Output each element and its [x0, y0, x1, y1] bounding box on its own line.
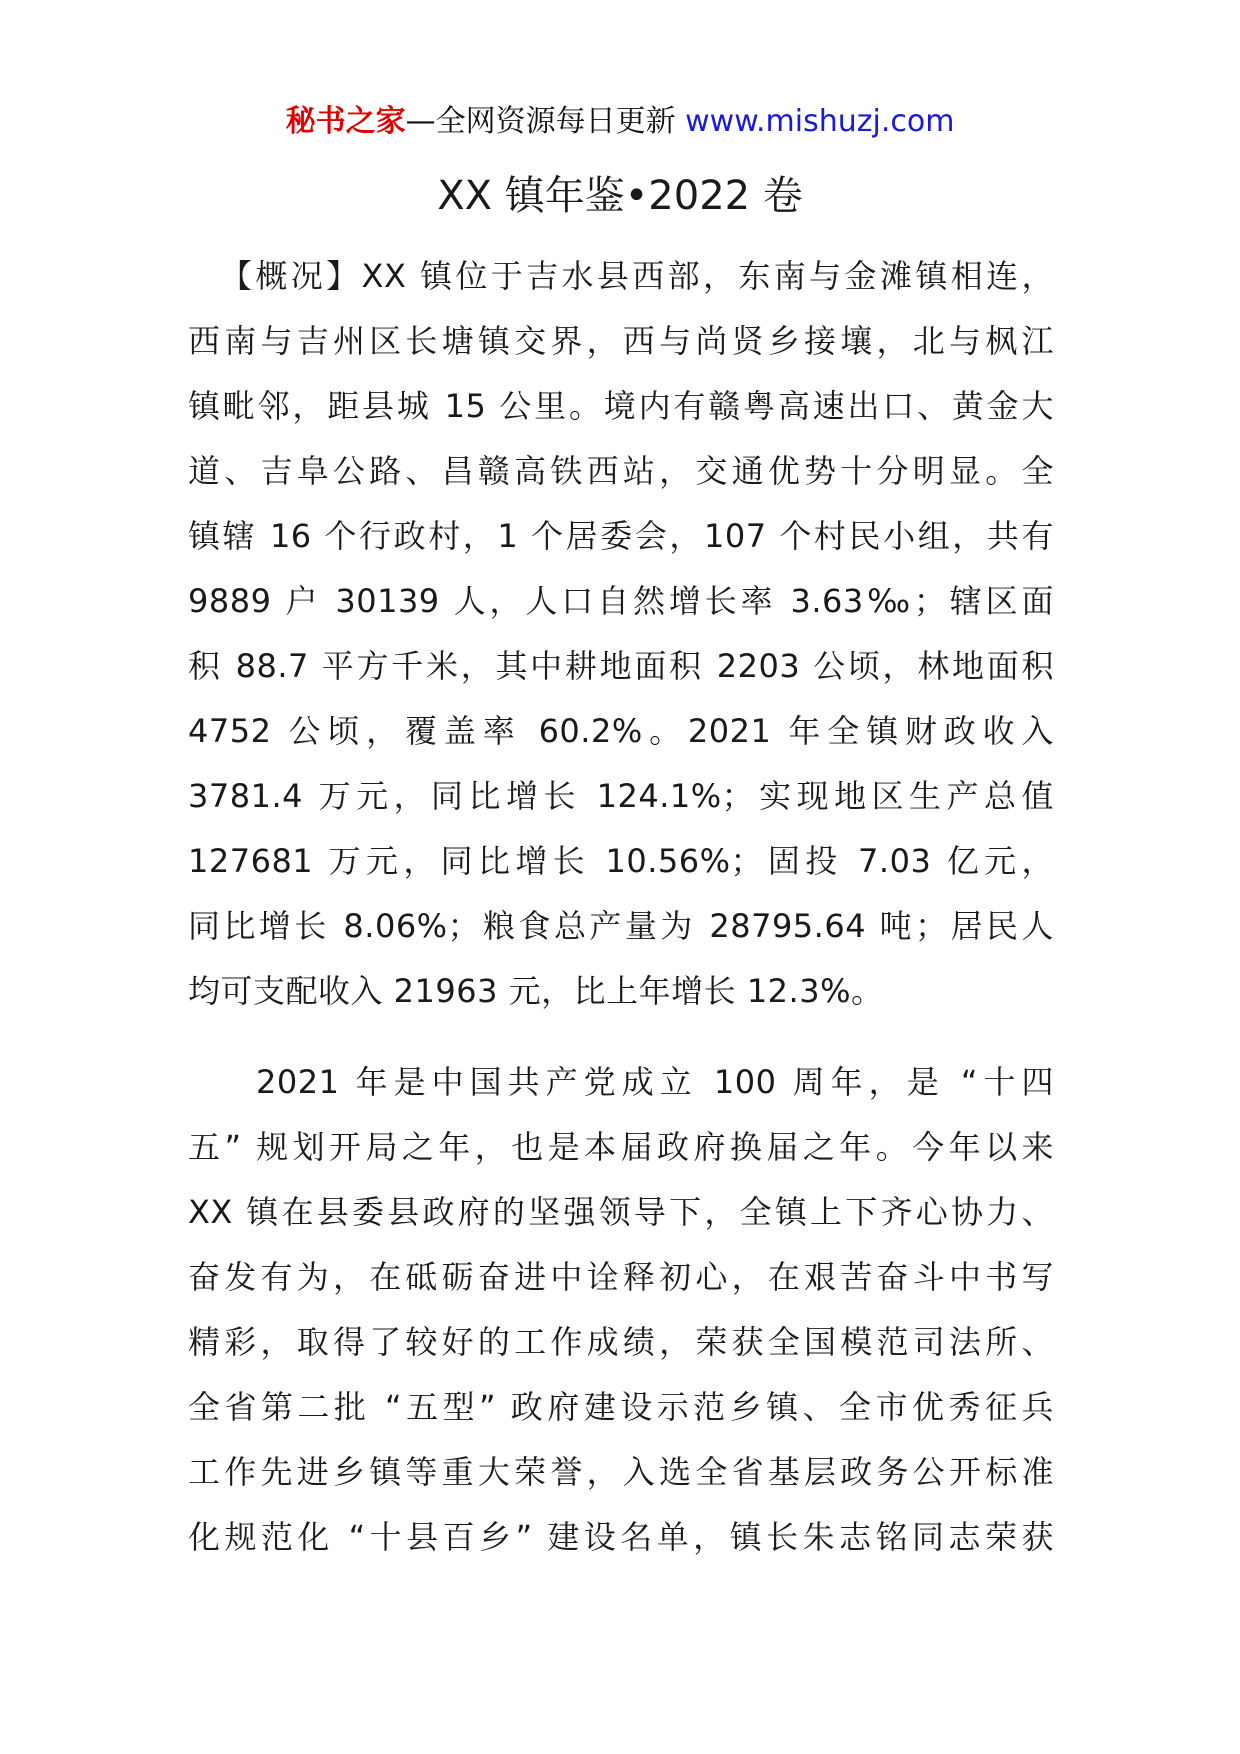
paragraph-line: XX 镇在县委县政府的坚强领导下，全镇上下齐心协力、 [188, 1193, 1054, 1231]
paragraph-line: 化规范化 “十县百乡” 建设名单，镇长朱志铭同志荣获 [188, 1518, 1054, 1556]
paragraph-line: 全省第二批 “五型” 政府建设示范乡镇、全市优秀征兵 [188, 1388, 1054, 1426]
paragraph-line: 奋发有为，在砥砺奋进中诠释初心，在艰苦奋斗中书写 [188, 1258, 1054, 1296]
paragraph-line: 【概况】XX 镇位于吉水县西部，东南与金滩镇相连， [220, 257, 1054, 295]
paragraph-line: 精彩，取得了较好的工作成绩，荣获全国模范司法所、 [188, 1323, 1054, 1361]
site-url-link[interactable]: www.mishuzj.com [685, 104, 955, 139]
paragraph-line: 3781.4 万元，同比增长 124.1%；实现地区生产总值 [188, 777, 1054, 815]
paragraph-summary [188, 1050, 1054, 1570]
paragraph-overview [188, 244, 1054, 1024]
paragraph-line: 工作先进乡镇等重大荣誉，入选全省基层政务公开标准 [188, 1453, 1054, 1491]
paragraph-line: 同比增长 8.06%；粮食总产量为 28795.64 吨；居民人 [188, 907, 1054, 945]
paragraph-line: 镇毗邻，距县城 15 公里。境内有赣粤高速出口、黄金大 [188, 387, 1054, 425]
paragraph-line: 9889 户 30139 人，人口自然增长率 3.63‰；辖区面 [188, 582, 1054, 620]
brand-name: 秘书之家 [285, 104, 406, 139]
paragraph-line: 西南与吉州区长塘镇交界，西与尚贤乡接壤，北与枫江 [188, 322, 1054, 360]
paragraph-line: 道、吉阜公路、昌赣高铁西站，交通优势十分明显。全 [188, 452, 1054, 490]
paragraph-line: 2021 年是中国共产党成立 100 周年，是 “十四 [256, 1063, 1054, 1101]
paragraph-line: 五” 规划开局之年，也是本届政府换届之年。今年以来 [188, 1128, 1054, 1166]
site-header [0, 100, 1240, 144]
document-title: XX 镇年鉴•2022 卷 [437, 173, 803, 219]
paragraph-line: 127681 万元，同比增长 10.56%；固投 7.03 亿元， [188, 842, 1054, 880]
paragraph-line: 4752 公顷，覆盖率 60.2%。2021 年全镇财政收入 [188, 712, 1054, 750]
paragraph-line: 积 88.7 平方千米，其中耕地面积 2203 公顷，林地面积 [188, 647, 1054, 685]
paragraph-line: 均可支配收入 21963 元，比上年增长 12.3%。 [188, 972, 884, 1010]
header-tagline: —全网资源每日更新 [405, 104, 686, 139]
paragraph-line: 镇辖 16 个行政村，1 个居委会，107 个村民小组，共有 [188, 517, 1054, 555]
